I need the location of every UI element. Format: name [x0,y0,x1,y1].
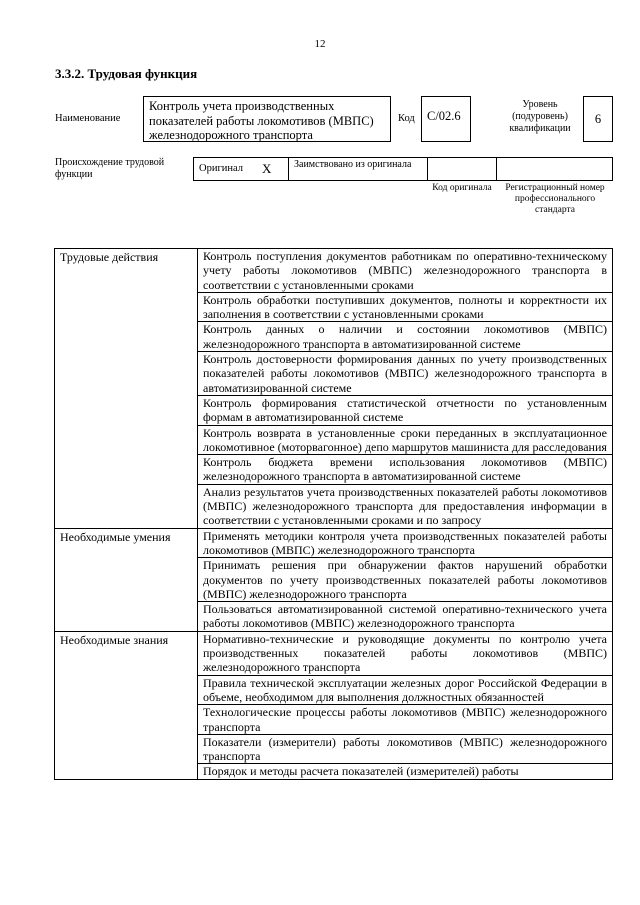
item-cell: Пользоваться автоматизированной системой оперативно-технического учета работы локомотивов (МВПС) железнодорожного транспорта [198,602,613,632]
function-name-box [143,96,391,142]
registration-caption: Регистрационный номер профессионального стандарта [505,183,605,215]
name-label: Наименование [55,113,121,124]
item-cell: Контроль достоверности формирования данных по учету производственных показателей работы локомотивов (МВПС) железнодорожного транспорта в автоматизированной системе [198,352,613,396]
original-code-cell [427,157,497,181]
borrowed-cell [288,157,428,181]
item-cell: Нормативно-технические и руководящие документы по контролю учета производственных показателей работы локомотивов (МВПС) железнодорожного транспорта [198,631,613,675]
page-number: 12 [314,38,326,50]
item-cell: Контроль данных о наличии и состоянии локомотивов (МВПС) железнодорожного транспорта в автоматизированной системе [198,322,613,352]
item-cell: Контроль поступления документов работникам по оперативно-техническому учету работы локомотивов (МВПС) железнодорожного транспорта в соответствии с установленными сроками [198,249,613,293]
item-cell: Показатели (измерители) работы локомотивов (МВПС) железнодорожного транспорта [198,734,613,764]
item-cell: Анализ результатов учета производственных показателей работы локомотивов (МВПС) железнодорожного транспорта для предоставления информации в соответствии с установленными сроками и по запросу [198,484,613,528]
section-title-cell: Необходимые знания [55,631,198,779]
item-cell: Контроль обработки поступивших документов, полноты и корректности их заполнения в соответствии с установленными сроками [198,292,613,322]
table-row [55,631,613,675]
level-value: 6 [594,112,602,126]
item-cell: Технологические процессы работы локомотивов (МВПС) железнодорожного транспорта [198,705,613,735]
item-cell: Порядок и методы расчета показателей (измерителей) работы [198,764,613,779]
original-cell [193,157,289,181]
level-box [583,96,613,142]
item-cell: Контроль возврата в установленные сроки переданных в эксплуатационное локомотивное (моторвагонное) депо маршрутов машиниста для расследования [198,425,613,455]
section-title-cell: Необходимые умения [55,528,198,631]
item-cell: Принимать решения при обнаружении фактов нарушений обработки документов по учету производственных показателей работы локомотивов (МВПС) железнодорожного транспорта [198,558,613,602]
table-row [55,528,613,558]
table-row [55,249,613,293]
original-label: Оригинал [199,163,243,174]
item-cell: Контроль формирования статистической отчетности по установленным формам в автоматизированной системе [198,395,613,425]
item-cell: Контроль бюджета времени использования локомотивов (МВПС) железнодорожного транспорта в автоматизированной системе [198,455,613,485]
registration-number-cell [496,157,613,181]
original-mark: X [262,161,272,176]
item-cell: Правила технической эксплуатации железных дорог Российской Федерации в объеме, необходимом для выполнения должностных обязанностей [198,675,613,705]
item-cell: Применять методики контроля учета производственных показателей работы локомотивов (МВПС) железнодорожного транспорта [198,528,613,558]
section-title: 3.3.2. Трудовая функция [55,66,198,81]
code-box [421,96,471,142]
borrowed-label: Заимствовано из оригинала [294,159,412,170]
code-caption: Код оригинала [432,183,492,193]
origin-label: Происхождение трудовой функции [55,157,165,180]
level-label: Уровень (подуровень) квалификации [509,99,571,134]
function-name-value: Контроль учета производственных показателей работы локомотивов (МВПС) железнодорожного транспорта [149,99,374,142]
section-title-cell: Трудовые действия [55,249,198,529]
code-label: Код [398,113,415,124]
code-value: C/02.6 [427,109,461,123]
labor-function-table [54,248,613,780]
